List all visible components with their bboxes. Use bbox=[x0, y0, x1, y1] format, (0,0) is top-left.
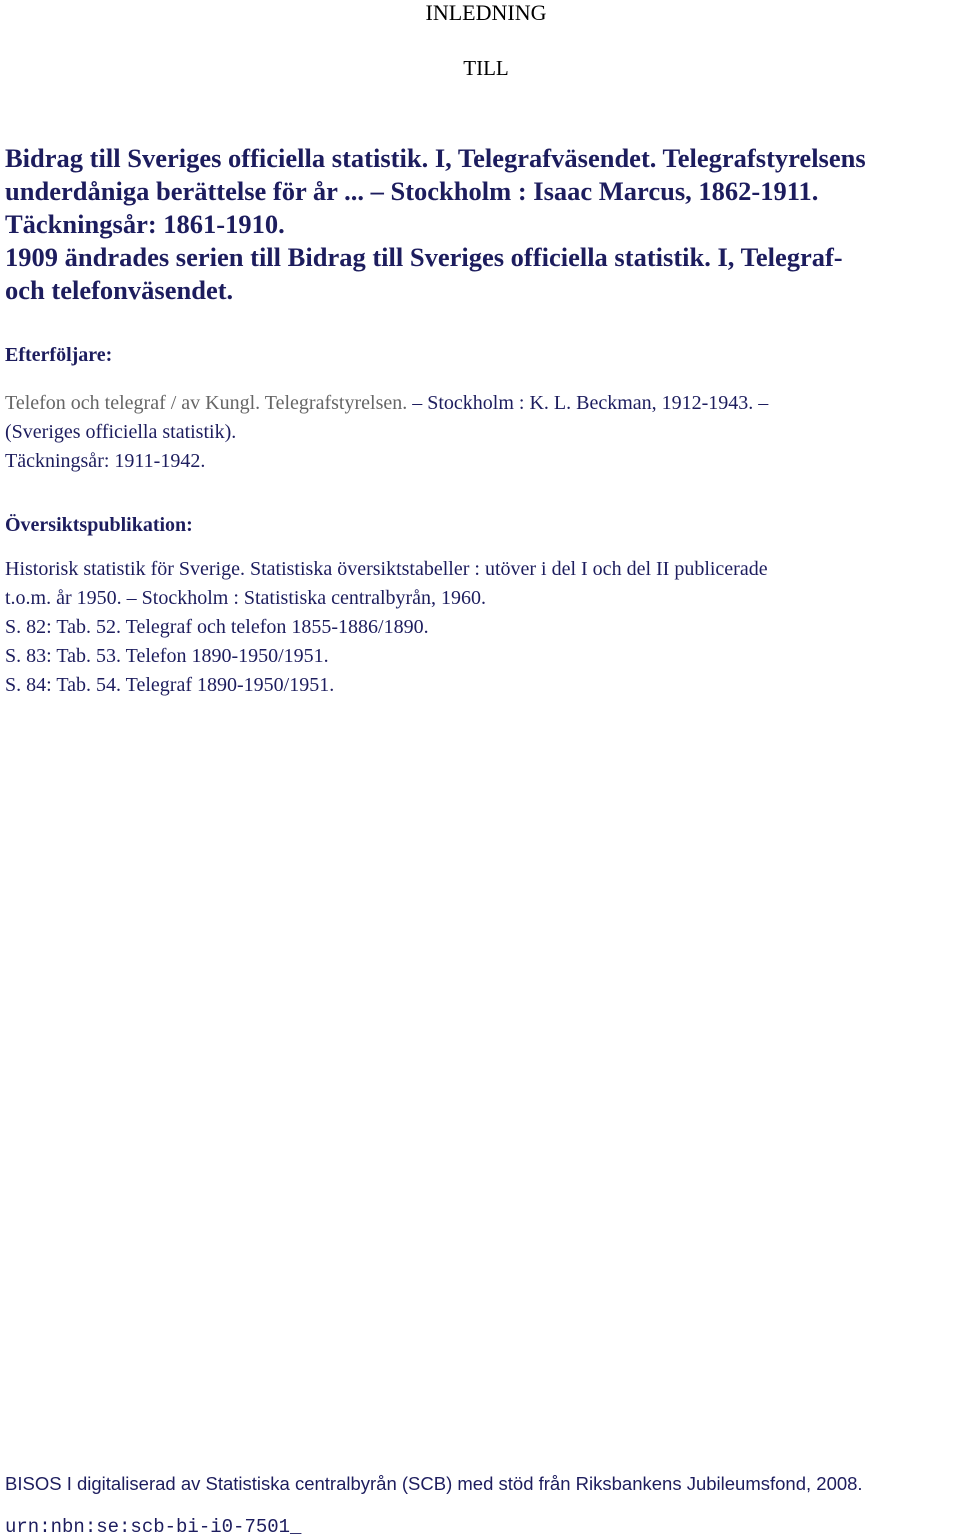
efterfoljare-title: Telefon och telegraf / av Kungl. Telegrafstyrelsen. bbox=[5, 392, 413, 414]
oversikt-line: Historisk statistik för Sverige. Statistiska översiktstabeller : utöver i del I och del II publicerade bbox=[5, 558, 768, 580]
heading-till: TILL bbox=[463, 56, 509, 80]
efterfoljare-imprint: – Stockholm : K. L. Beckman, 1912-1943. – bbox=[412, 392, 769, 414]
oversikt-line: S. 84: Tab. 54. Telegraf 1890-1950/1951. bbox=[5, 674, 335, 696]
series-title-line: underdåniga berättelse för år ... – Stockholm : Isaac Marcus, 1862-1911. bbox=[5, 176, 819, 206]
footer-credit: BISOS I digitaliserad av Statistiska centralbyrån (SCB) med stöd från Riksbankens Jubileumsfond, 2008. bbox=[5, 1473, 863, 1494]
efterfoljare-entry bbox=[5, 389, 768, 476]
series-title-line: 1909 ändrades serien till Bidrag till Sveriges officiella statistik. I, Telegraf- bbox=[5, 242, 843, 272]
oversiktspublikation-entry bbox=[5, 555, 768, 700]
series-title bbox=[5, 142, 866, 307]
heading-inledning: INLEDNING bbox=[425, 0, 547, 25]
efterfoljare-line bbox=[5, 389, 768, 418]
series-title-line: och telefonväsendet. bbox=[5, 275, 234, 305]
efterfoljare-label: Efterföljare: bbox=[5, 344, 113, 366]
oversikt-line: S. 83: Tab. 53. Telefon 1890-1950/1951. bbox=[5, 645, 329, 667]
oversikt-line: t.o.m. år 1950. – Stockholm : Statistiska centralbyrån, 1960. bbox=[5, 587, 487, 609]
efterfoljare-line: (Sveriges officiella statistik). bbox=[5, 421, 237, 443]
efterfoljare-line: Täckningsår: 1911-1942. bbox=[5, 450, 206, 472]
oversikt-line: S. 82: Tab. 52. Telegraf och telefon 1855-1886/1890. bbox=[5, 616, 429, 638]
footer-urn: urn:nbn:se:scb-bi-i0-7501_ bbox=[5, 1516, 302, 1538]
series-title-line: Täckningsår: 1861-1910. bbox=[5, 209, 285, 239]
oversiktspublikation-label: Översiktspublikation: bbox=[5, 514, 193, 536]
series-title-line: Bidrag till Sveriges officiella statistik. I, Telegrafväsendet. Telegrafstyrelsens bbox=[5, 143, 866, 173]
